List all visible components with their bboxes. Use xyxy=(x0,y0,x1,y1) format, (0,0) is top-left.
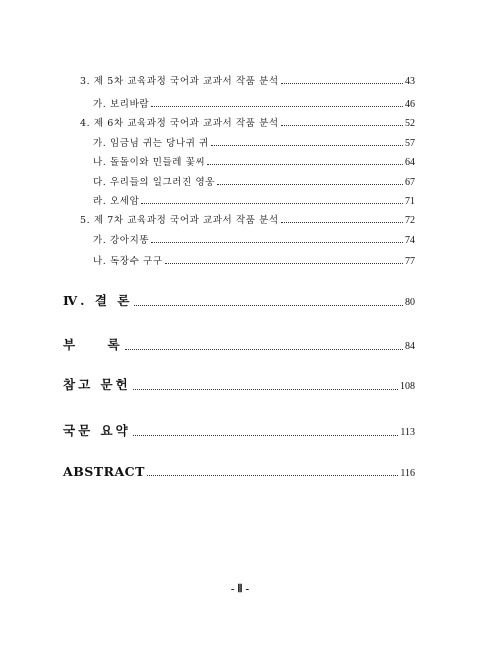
toc-entry[interactable] xyxy=(93,253,415,267)
toc-leader-dots xyxy=(281,215,403,223)
toc-entry[interactable] xyxy=(93,135,415,149)
toc-entry-page: 71 xyxy=(405,196,415,207)
toc-entry-title: 가. 임금님 귀는 당나귀 귀 xyxy=(93,138,209,149)
toc-entry-title: 부 록 xyxy=(63,337,123,352)
toc-chapter-entry[interactable] xyxy=(63,464,415,479)
toc-leader-dots xyxy=(207,157,403,165)
toc-entry-page: 72 xyxy=(405,215,415,226)
toc-entry[interactable] xyxy=(93,232,415,246)
toc-leader-dots xyxy=(211,138,403,146)
toc-entry-page: 64 xyxy=(405,157,415,168)
toc-entry-title: 4. 제 6차 교육과정 국어과 교과서 작품 분석 xyxy=(80,118,279,129)
toc-leader-dots xyxy=(165,256,403,264)
toc-entry-page: 52 xyxy=(405,118,415,129)
toc-entry-title: 나. 독장수 구구 xyxy=(93,256,163,267)
toc-entry-page: 74 xyxy=(405,235,415,246)
toc-chapter-entry[interactable] xyxy=(63,291,415,309)
toc-entry-page: 57 xyxy=(405,138,415,149)
toc-leader-dots xyxy=(133,380,398,390)
toc-entry[interactable] xyxy=(80,115,415,129)
toc-entry-title: Ⅳ. 결 론 xyxy=(63,293,133,308)
toc-leader-dots xyxy=(134,296,403,306)
toc-leader-dots xyxy=(151,99,403,107)
toc-entry-page: 46 xyxy=(405,99,415,110)
toc-entry[interactable] xyxy=(93,96,415,110)
toc-entry-title: 나. 돌돌이와 민들레 꽃씨 xyxy=(93,157,206,168)
toc-entry-title: ABSTRACT xyxy=(63,464,145,479)
toc-entry[interactable] xyxy=(93,193,415,207)
toc-entry-title: 라. 오세암 xyxy=(93,196,140,207)
toc-entry[interactable] xyxy=(93,174,415,188)
toc-leader-dots xyxy=(125,340,403,350)
toc-entry-page: 84 xyxy=(405,341,415,352)
toc-chapter-entry[interactable] xyxy=(63,421,415,439)
toc-chapter-entry[interactable] xyxy=(63,335,415,353)
toc-entry-title: 국문 요약 xyxy=(63,423,131,438)
toc-entry[interactable] xyxy=(93,154,415,168)
toc-leader-dots xyxy=(281,76,403,84)
toc-leader-dots xyxy=(281,118,403,126)
toc-leader-dots xyxy=(151,235,403,243)
toc-entry-title: 가. 강아지똥 xyxy=(93,235,150,246)
toc-entry-page: 80 xyxy=(405,297,415,308)
toc-entry-title: 참고 문헌 xyxy=(63,377,131,392)
toc-entry-page: 108 xyxy=(400,381,415,392)
toc-leader-dots xyxy=(141,196,403,204)
toc-entry-title: 5. 제 7차 교육과정 국어과 교과서 작품 분석 xyxy=(80,215,279,226)
page-number: - Ⅱ - xyxy=(230,583,250,595)
toc-entry-page: 67 xyxy=(405,177,415,188)
toc-entry-title: 3. 제 5차 교육과정 국어과 교과서 작품 분석 xyxy=(80,76,279,87)
toc-entry[interactable] xyxy=(80,212,415,226)
toc-leader-dots xyxy=(147,466,398,476)
toc-entry-page: 113 xyxy=(400,427,415,438)
toc-entry-page: 77 xyxy=(405,256,415,267)
toc-leader-dots xyxy=(133,426,399,436)
toc-entry[interactable] xyxy=(80,73,415,87)
toc-entry-title: 다. 우리들의 일그러진 영웅 xyxy=(93,177,216,188)
toc-entry-page: 116 xyxy=(400,468,415,479)
toc-chapter-entry[interactable] xyxy=(63,375,415,393)
toc-entry-page: 43 xyxy=(405,76,415,87)
toc-entry-title: 가. 보리바람 xyxy=(93,99,150,110)
toc-leader-dots xyxy=(217,177,403,185)
